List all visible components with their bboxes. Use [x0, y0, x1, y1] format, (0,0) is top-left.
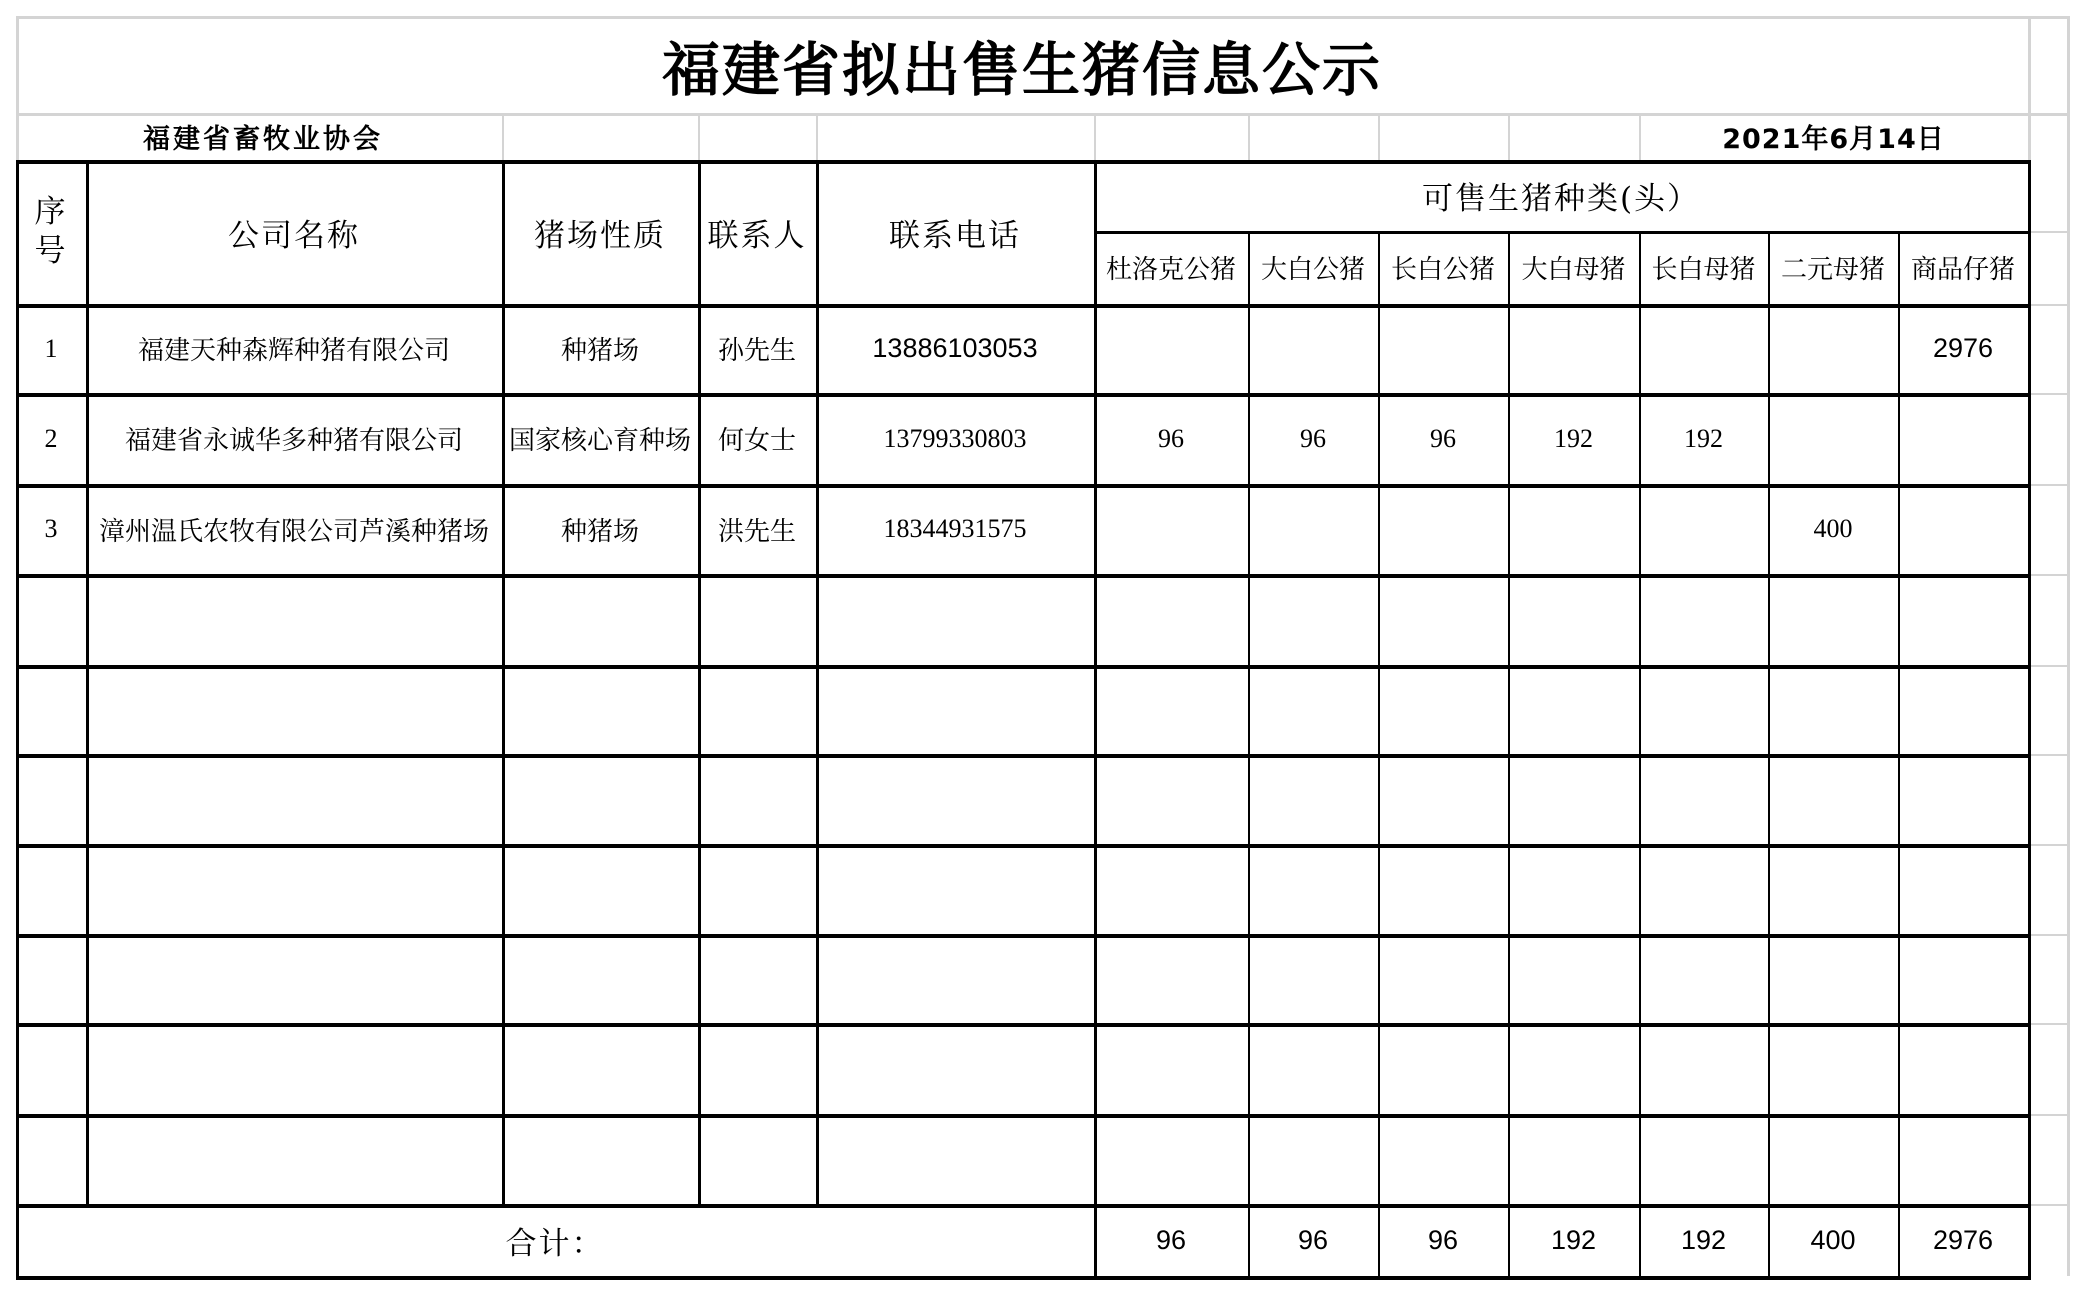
- header-farm-type: 猪场性质: [534, 217, 666, 254]
- contact-person[interactable]: 何女士: [717, 426, 796, 456]
- count-cell[interactable]: [1639, 304, 1768, 393]
- empty-cell[interactable]: [1768, 1114, 1898, 1204]
- header-pig-type: 大白母猪: [1521, 255, 1626, 285]
- gridline: [2028, 934, 2067, 936]
- empty-cell[interactable]: [86, 844, 502, 934]
- count-cell[interactable]: [1639, 484, 1768, 574]
- empty-cell[interactable]: [1768, 574, 1898, 665]
- header-pig-type: 大白公猪: [1260, 255, 1365, 285]
- gridline: [2028, 1114, 2067, 1116]
- total-count: 96: [1297, 1224, 1329, 1255]
- empty-cell[interactable]: [16, 665, 86, 754]
- gridline: [2028, 231, 2067, 233]
- empty-cell[interactable]: [816, 1023, 1094, 1114]
- count-cell[interactable]: 96: [1158, 423, 1184, 453]
- header-index: [16, 160, 86, 304]
- farm-type[interactable]: 种猪场: [560, 516, 639, 547]
- header-company: 公司名称: [228, 217, 360, 254]
- total-count: 96: [1427, 1224, 1459, 1255]
- gridline: [2028, 304, 2067, 306]
- empty-cell[interactable]: [816, 844, 1094, 934]
- empty-cell[interactable]: [816, 574, 1094, 665]
- empty-cell[interactable]: [1508, 934, 1639, 1023]
- count-cell[interactable]: [1508, 484, 1639, 574]
- empty-cell[interactable]: [1898, 665, 2028, 754]
- empty-cell[interactable]: [1508, 754, 1639, 844]
- empty-cell[interactable]: [698, 1023, 816, 1114]
- empty-cell[interactable]: [502, 574, 698, 665]
- empty-cell[interactable]: [1639, 934, 1768, 1023]
- gridline: [1248, 113, 1250, 160]
- empty-cell[interactable]: [502, 844, 698, 934]
- empty-cell[interactable]: [1378, 574, 1508, 665]
- empty-cell[interactable]: [1248, 934, 1378, 1023]
- empty-cell[interactable]: [1094, 665, 1248, 754]
- empty-cell[interactable]: [16, 574, 86, 665]
- empty-cell[interactable]: [816, 1114, 1094, 1204]
- empty-cell[interactable]: [1378, 754, 1508, 844]
- gridline: [1094, 113, 1096, 160]
- empty-cell[interactable]: [86, 1114, 502, 1204]
- row-index: 1: [44, 333, 58, 363]
- empty-cell[interactable]: [86, 665, 502, 754]
- count-cell[interactable]: [1508, 304, 1639, 393]
- empty-cell[interactable]: [1898, 754, 2028, 844]
- company-name[interactable]: 福建天种森辉种猪有限公司: [137, 336, 450, 366]
- row-index: 3: [44, 514, 58, 543]
- empty-cell[interactable]: [1094, 1114, 1248, 1204]
- empty-cell[interactable]: [1768, 754, 1898, 844]
- empty-cell[interactable]: [1094, 1023, 1248, 1114]
- empty-cell[interactable]: [698, 844, 816, 934]
- gridline: [698, 113, 700, 160]
- empty-cell[interactable]: [1898, 1023, 2028, 1114]
- empty-cell[interactable]: [698, 574, 816, 665]
- empty-cell[interactable]: [502, 1023, 698, 1114]
- gridline: [2028, 844, 2067, 846]
- empty-cell[interactable]: [502, 754, 698, 844]
- empty-cell[interactable]: [1639, 754, 1768, 844]
- table-border: [16, 1276, 2031, 1280]
- row-index: 2: [44, 423, 58, 453]
- empty-cell[interactable]: [16, 844, 86, 934]
- empty-cell[interactable]: [1248, 844, 1378, 934]
- empty-cell[interactable]: [86, 934, 502, 1023]
- total-count: 192: [1550, 1224, 1597, 1255]
- empty-cell[interactable]: [1768, 1023, 1898, 1114]
- empty-cell[interactable]: [1898, 574, 2028, 665]
- empty-cell[interactable]: [1768, 844, 1898, 934]
- count-cell[interactable]: 192: [1554, 423, 1593, 453]
- gridline: [2028, 574, 2067, 576]
- empty-cell[interactable]: [1378, 665, 1508, 754]
- empty-cell[interactable]: [816, 934, 1094, 1023]
- empty-cell[interactable]: [1898, 934, 2028, 1023]
- table-border: [2028, 160, 2031, 1279]
- empty-cell[interactable]: [1768, 665, 1898, 754]
- empty-cell[interactable]: [16, 934, 86, 1023]
- empty-cell[interactable]: [1248, 665, 1378, 754]
- empty-cell[interactable]: [1508, 665, 1639, 754]
- empty-cell[interactable]: [1378, 934, 1508, 1023]
- count-cell[interactable]: 192: [1684, 423, 1723, 453]
- empty-cell[interactable]: [502, 665, 698, 754]
- count-cell[interactable]: [1768, 304, 1898, 393]
- farm-type[interactable]: 种猪场: [560, 336, 639, 366]
- count-cell[interactable]: [1898, 393, 2028, 484]
- empty-cell[interactable]: [1508, 1023, 1639, 1114]
- empty-cell[interactable]: [86, 1023, 502, 1114]
- count-cell[interactable]: [1248, 304, 1378, 393]
- header-pig-type: 杜洛克公猪: [1105, 255, 1236, 285]
- header-pig-type: 长白母猪: [1651, 255, 1756, 285]
- contact-person[interactable]: 洪先生: [717, 516, 796, 547]
- empty-cell[interactable]: [1378, 1023, 1508, 1114]
- count-cell[interactable]: [1768, 393, 1898, 484]
- empty-cell[interactable]: [816, 665, 1094, 754]
- empty-cell[interactable]: [816, 754, 1094, 844]
- empty-cell[interactable]: [86, 754, 502, 844]
- empty-cell[interactable]: [1248, 1114, 1378, 1204]
- total-count: 400: [1810, 1224, 1856, 1255]
- count-cell[interactable]: [1094, 484, 1248, 574]
- count-cell[interactable]: [1378, 304, 1508, 393]
- empty-cell[interactable]: [1378, 844, 1508, 934]
- gridline: [1378, 113, 1380, 160]
- count-cell[interactable]: [1378, 484, 1508, 574]
- gridline: [2067, 16, 2070, 1276]
- empty-cell[interactable]: [1094, 934, 1248, 1023]
- contact-person[interactable]: 孙先生: [717, 336, 796, 366]
- farm-type[interactable]: 国家核心育种场: [508, 426, 691, 456]
- empty-cell[interactable]: [1508, 1114, 1639, 1204]
- empty-cell[interactable]: [1639, 574, 1768, 665]
- page-title: 福建省拟出售生猪信息公示: [661, 35, 1382, 104]
- count-cell[interactable]: 96: [1300, 423, 1326, 453]
- publish-date: 2021年6月14日: [1722, 124, 1945, 155]
- total-count: 2976: [1932, 1224, 1994, 1255]
- empty-cell[interactable]: [1378, 1114, 1508, 1204]
- company-name[interactable]: 福建省永诚华多种猪有限公司: [124, 426, 463, 456]
- gridline: [816, 113, 818, 160]
- gridline: [2028, 1023, 2067, 1025]
- empty-cell[interactable]: [698, 934, 816, 1023]
- empty-cell[interactable]: [1094, 574, 1248, 665]
- empty-cell[interactable]: [1898, 1114, 2028, 1204]
- empty-cell[interactable]: [1768, 934, 1898, 1023]
- company-name[interactable]: 漳州温氏农牧有限公司芦溪种猪场: [98, 516, 489, 547]
- count-cell[interactable]: [1248, 484, 1378, 574]
- empty-cell[interactable]: [698, 754, 816, 844]
- count-cell[interactable]: [1094, 304, 1248, 393]
- header-pig-type: 二元母猪: [1780, 255, 1885, 285]
- gridline: [2028, 484, 2067, 486]
- total-count: 96: [1155, 1224, 1187, 1255]
- empty-cell[interactable]: [698, 1114, 816, 1204]
- header-contact: 联系人: [707, 217, 807, 254]
- gridline: [2028, 754, 2067, 756]
- header-index-char: 序: [34, 194, 68, 231]
- total-count: 192: [1680, 1224, 1727, 1255]
- empty-cell[interactable]: [1639, 665, 1768, 754]
- empty-cell[interactable]: [1639, 1114, 1768, 1204]
- empty-cell[interactable]: [1508, 844, 1639, 934]
- empty-cell[interactable]: [16, 754, 86, 844]
- header-index-char: 号: [34, 233, 68, 269]
- empty-cell[interactable]: [1248, 574, 1378, 665]
- header-pig-type: 长白公猪: [1390, 255, 1495, 285]
- count-cell[interactable]: [1898, 484, 2028, 574]
- organization-name: 福建省畜牧业协会: [143, 124, 383, 155]
- empty-cell[interactable]: [1898, 844, 2028, 934]
- empty-cell[interactable]: [16, 1023, 86, 1114]
- empty-cell[interactable]: [502, 1114, 698, 1204]
- empty-cell[interactable]: [1094, 754, 1248, 844]
- gridline: [2028, 665, 2067, 667]
- empty-cell[interactable]: [502, 934, 698, 1023]
- total-label: 合计：: [505, 1225, 605, 1262]
- phone-number[interactable]: 18344931575: [883, 514, 1027, 543]
- header-pig-type: 商品仔猪: [1910, 255, 2015, 285]
- gridline: [2028, 1204, 2067, 1206]
- empty-cell[interactable]: [1094, 844, 1248, 934]
- header-phone: 联系电话: [889, 217, 1021, 254]
- header-group-pig-types: 可售生猪种类(头）: [1421, 181, 1701, 217]
- empty-cell[interactable]: [698, 665, 816, 754]
- empty-cell[interactable]: [86, 574, 502, 665]
- count-cell[interactable]: 96: [1430, 423, 1456, 453]
- gridline: [502, 113, 504, 160]
- count-cell[interactable]: 2976: [1932, 333, 1994, 363]
- gridline: [1508, 113, 1510, 160]
- empty-cell[interactable]: [1508, 574, 1639, 665]
- phone-number[interactable]: 13799330803: [883, 423, 1027, 453]
- count-cell[interactable]: 400: [1813, 514, 1853, 543]
- empty-cell[interactable]: [16, 1114, 86, 1204]
- phone-number[interactable]: 13886103053: [872, 333, 1038, 363]
- empty-cell[interactable]: [1639, 1023, 1768, 1114]
- empty-cell[interactable]: [1639, 844, 1768, 934]
- gridline: [2028, 393, 2067, 395]
- gridline: [2028, 16, 2031, 160]
- empty-cell[interactable]: [1248, 1023, 1378, 1114]
- empty-cell[interactable]: [1248, 754, 1378, 844]
